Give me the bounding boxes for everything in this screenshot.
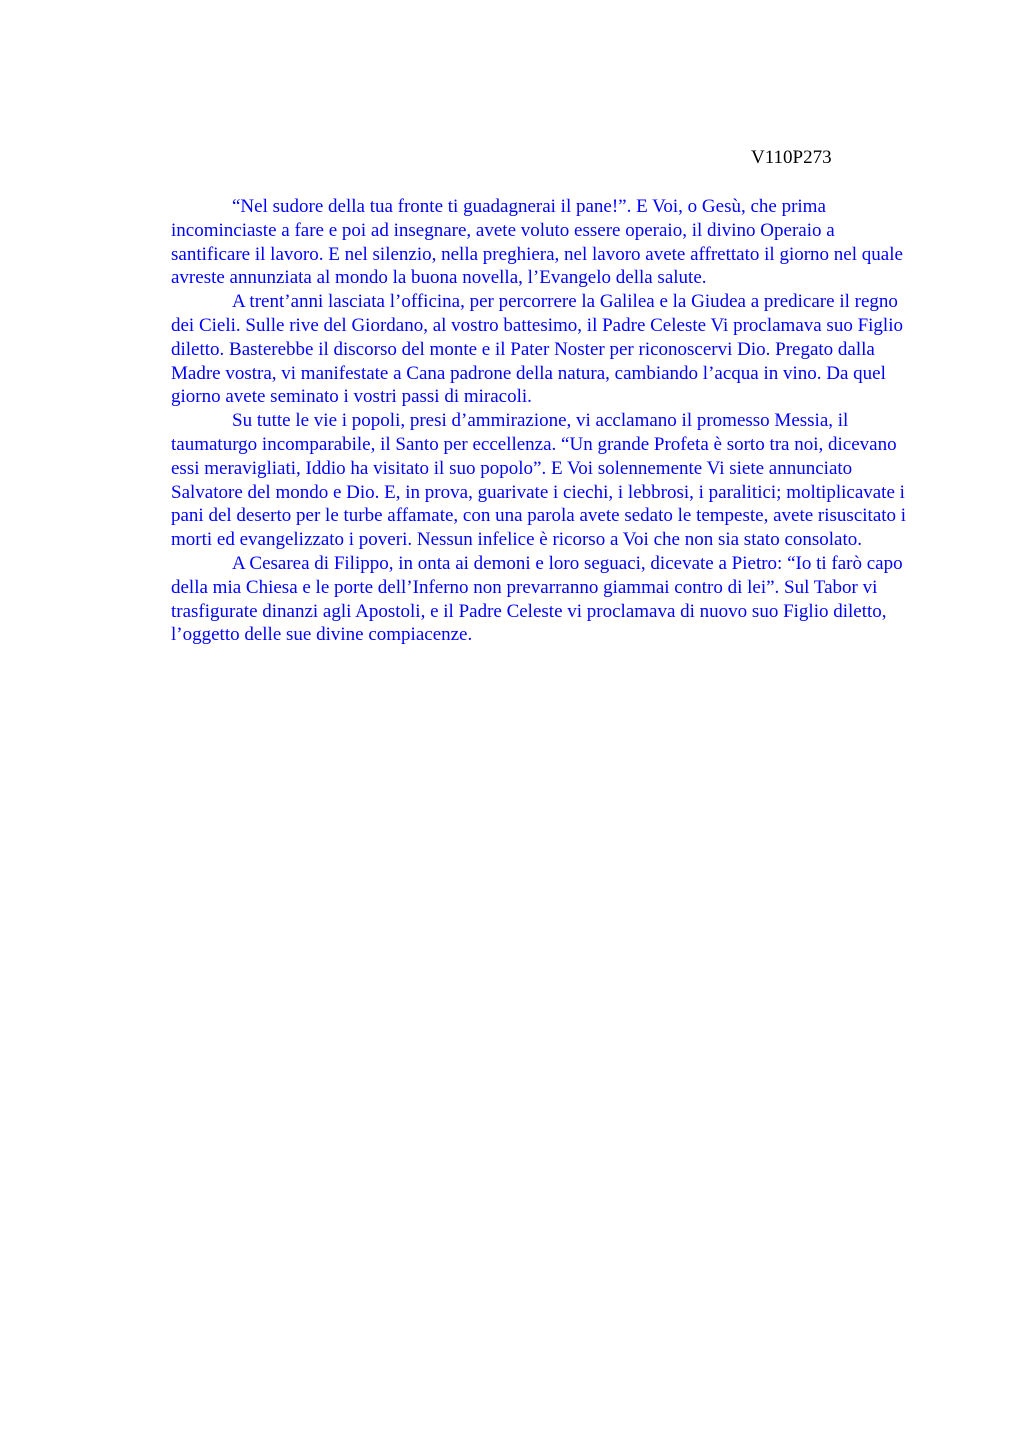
paragraph: A trent’anni lasciata l’officina, per percorrere la Galilea e la Giudea a predicare il regno dei Cieli. Sulle rive del Giordano, al vostro battesimo, il Padre Celeste Vi proclamava suo Figlio diletto. Basterebbe il discorso del monte e il Pater Noster per riconoscervi Dio. Pregato dalla Madre vostra, vi manifestate a Cana padrone della natura, cambiando l’acqua in vino. Da quel giorno avete seminato i vostri passi di miracoli.: [171, 291, 903, 408]
paragraph: Su tutte le vie i popoli, presi d’ammirazione, vi acclamano il promesso Messia, il taumaturgo incomparabile, il Santo per eccellenza. “Un grande Profeta è sorto tra noi, dicevano essi meravigliati, Iddio ha visitato il suo popolo”. E Voi solennemente Vi siete annunciato Salvatore del mondo e Dio. E, in prova, guarivate i ciechi, i lebbrosi, i paralitici; moltiplicavate i pani del deserto per le turbe affamate, con una parola avete sedato le tempeste, avete risuscitato i morti ed evangelizzato i poveri. Nessun infelice è ricorso a Voi che non sia stato consolato.: [171, 410, 907, 551]
document-body: [171, 195, 917, 647]
paragraph: A Cesarea di Filippo, in onta ai demoni e loro seguaci, dicevate a Pietro: “Io ti farò capo della mia Chiesa e le porte dell’Inferno non prevarranno giammai contro di lei”. Sul Tabor vi trasfigurate dinanzi agli Apostoli, e il Padre Celeste vi proclamava di nuovo suo Figlio diletto, l’oggetto delle sue divine compiacenze.: [171, 552, 903, 646]
paragraph: “Nel sudore della tua fronte ti guadagnerai il pane!”. E Voi, o Gesù, che prima incominciaste a fare e poi ad insegnare, avete voluto essere operaio, il divino Operaio a santificare il lavoro. E nel silenzio, nella preghiera, nel lavoro avete affrettato il giorno nel quale avreste annunziata al mondo la buona novella, l’Evangelo della salute.: [171, 196, 903, 289]
page-reference: V110P273: [751, 147, 832, 168]
